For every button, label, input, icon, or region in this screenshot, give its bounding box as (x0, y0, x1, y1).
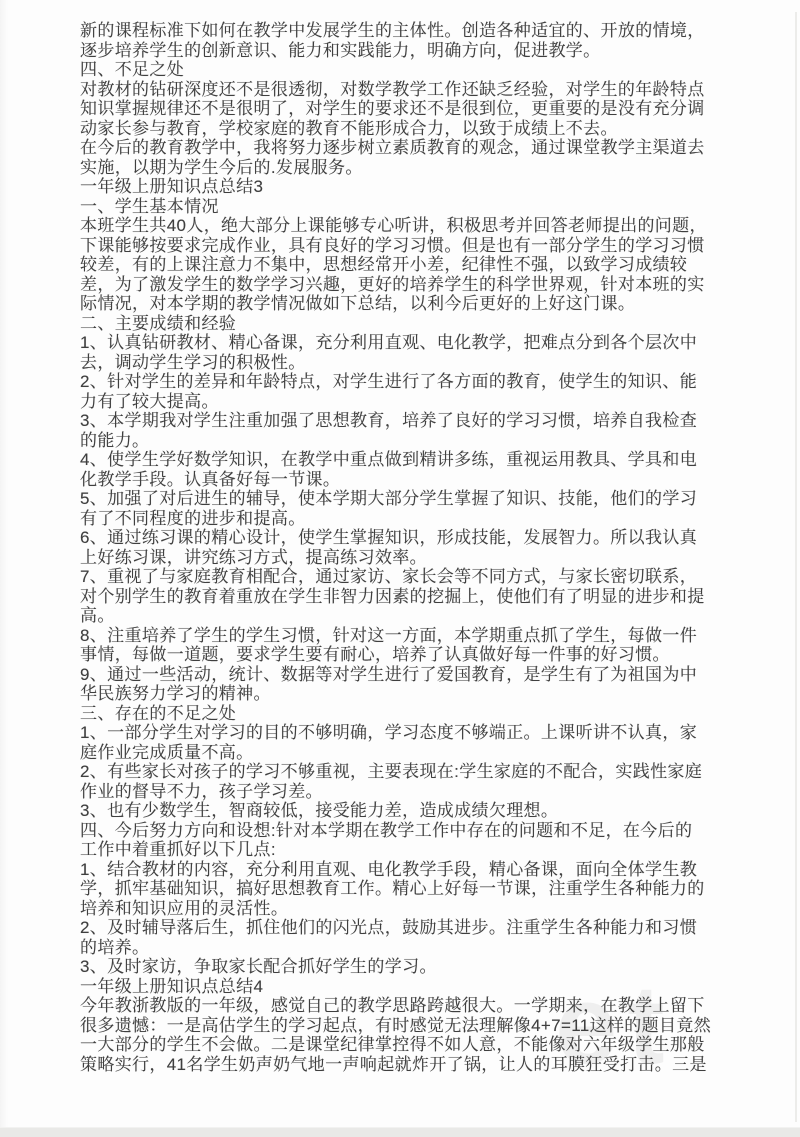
text-line: 一大部分的学生不会做。二是课堂纪律掌控得不如人意，不能像对六年级学生那般 (80, 1035, 705, 1054)
text-line: 力有了较大提高。 (80, 391, 219, 411)
text-line: 6、通过练习课的精心设计，使学生掌握知识，形成技能，发展智力。所以我认真 (80, 528, 698, 547)
text-line: 2、及时辅导落后生，抓住他们的闪光点，鼓励其进步。注重学生各种能力和习惯 (80, 918, 698, 937)
text-line: 8、注重培养了学生的学生习惯，针对这一方面，本学期重点抓了学生，每做一件 (80, 625, 698, 645)
document-body (80, 21, 730, 1074)
text-line: 的能力。 (80, 430, 150, 450)
text-line: 高。 (80, 606, 115, 625)
text-line: 4、使学生学好数学知识，在教学中重点做到精讲多练，重视运用教具、学具和电 (80, 450, 698, 469)
text-line: 今年教浙教版的一年级，感觉自己的教学思路跨越很大。一学期来，在教学上留下 (80, 996, 705, 1015)
text-line: 1、认真钻研教材、精心备课，充分利用直观、电化教学，把难点分到各个层次中 (80, 333, 698, 352)
text-line: 作业的督导不力，孩子学习差。 (80, 781, 323, 801)
text-line: 实施，以期为学生今后的.发展服务。 (80, 157, 363, 177)
text-line: 在今后的教育教学中，我将努力逐步树立素质教育的观念，通过课堂教学主渠道去 (80, 138, 705, 157)
text-line: 较差，有的上课注意力不集中，思想经常开小差，纪律性不强，以致学习成绩较 (80, 255, 688, 274)
text-line: 培养和知识应用的灵活性。 (80, 898, 289, 918)
text-line: 3、也有少数学生，智商较低，接受能力差，造成成绩欠理想。 (80, 801, 559, 820)
page-edge-line (795, 12, 797, 1122)
text-line: 一年级上册知识点总结4 (80, 976, 264, 996)
text-line: 际情况，对本学期的教学情况做如下总结，以利今后更好的上好这门课。 (80, 294, 636, 313)
text-line: 1、一部分学生对学习的目的不够明确，学习态度不够端正。上课听讲不认真，家 (80, 723, 698, 742)
text-line: 动家长参与教育，学校家庭的教育不能形成合力，以致于成绩上不去。 (80, 118, 618, 138)
text-line: 华民族努力学习的精神。 (80, 684, 271, 703)
text-line: 2、有些家长对孩子的学习不够重视，主要表现在:学生家庭的不配合，实践性家庭 (80, 762, 703, 781)
text-line: 庭作业完成质量不高。 (80, 742, 254, 762)
text-line: 新的课程标准下如何在教学中发展学生的主体性。创造各种适宜的、开放的情境， (80, 21, 705, 40)
text-line: 7、重视了与家庭教育相配合，通过家访、家长会等不同方式，与家长密切联系， (80, 567, 698, 586)
text-line: 知识掌握规律还不是很明了，对学生的要求还不是很到位，更重要的是没有充分调 (80, 99, 705, 118)
text-line: 对教材的钻研深度还不是很透彻，对数学教学工作还缺乏经验，对学生的年龄特点 (80, 79, 705, 99)
text-line: 下课能够按要求完成作业，具有良好的学习习惯。但是也有一部分学生的学习习惯 (80, 235, 705, 255)
text-line: 5、加强了对后进生的辅导，使本学期大部分学生掌握了知识、技能，他们的学习 (80, 489, 698, 508)
text-line: 逐步培养学生的创新意识、能力和实践能力，明确方向，促进教学。 (80, 40, 601, 60)
text-line: 2、针对学生的差异和年龄特点，对学生进行了各方面的教育，使学生的知识、能 (80, 372, 698, 391)
text-line: 上好练习课，讲究练习方式，提高练习效率。 (80, 547, 427, 567)
text-line: 三、存在的不足之处 (80, 703, 237, 723)
text-line: 很多遗憾：一是高估学生的学习起点，有时感觉无法理解像4+7=11这样的题目竟然 (80, 1015, 712, 1035)
text-line: 一、学生基本情况 (80, 196, 219, 216)
text-line: 一年级上册知识点总结3 (80, 177, 264, 196)
text-line: 学，抓牢基础知识，搞好思想教育工作。精心上好每一节课，注重学生各种能力的 (80, 879, 705, 898)
text-line: 差，为了激发学生的数学学习兴趣，更好的培养学生的科学世界观，针对本班的实 (80, 274, 705, 294)
text-line: 3、及时家访，争取家长配合抓好学生的学习。 (80, 957, 437, 976)
text-line: 策略实行，41名学生奶声奶气地一声响起就炸开了锅，让人的耳膜狂受打击。三是 (80, 1054, 707, 1074)
watermark-text: et (555, 962, 675, 1087)
text-line: 事情，每做一道题，要求学生要有耐心，培养了认真做好每一件事的好习惯。 (80, 645, 670, 664)
text-line: 1、结合教材的内容，充分利用直观、电化教学手段，精心备课，面向全体学生教 (80, 859, 698, 879)
text-line: 9、通过一些活动，统计、数据等对学生进行了爱国教育，是学生有了为祖国为中 (80, 664, 698, 684)
text-line: 有了不同程度的进步和提高。 (80, 508, 306, 528)
text-line: 工作中着重抓好以下几点: (80, 840, 276, 859)
text-line: 本班学生共40人，绝大部分上课能够专心听讲，积极思考并回答老师提出的问题， (80, 216, 707, 235)
text-line: 四、不足之处 (80, 60, 185, 79)
text-line: 对个别学生的教育着重放在学生非智力因素的挖掘上，使他们有了明显的进步和提 (80, 586, 705, 606)
text-line: 的培养。 (80, 937, 150, 957)
text-line: 3、本学期我对学生注重加强了思想教育，培养了良好的学习习惯，培养自我检查 (80, 411, 698, 430)
text-line: 去，调动学生学习的积极性。 (80, 352, 306, 372)
text-line: 化教学手段。认真备好每一节课。 (80, 469, 341, 489)
text-line: 四、今后努力方向和设想:针对本学期在教学工作中存在的问题和不足，在今后的 (80, 820, 693, 840)
text-line: 二、主要成绩和经验 (80, 313, 237, 333)
footer-band (0, 1127, 800, 1137)
